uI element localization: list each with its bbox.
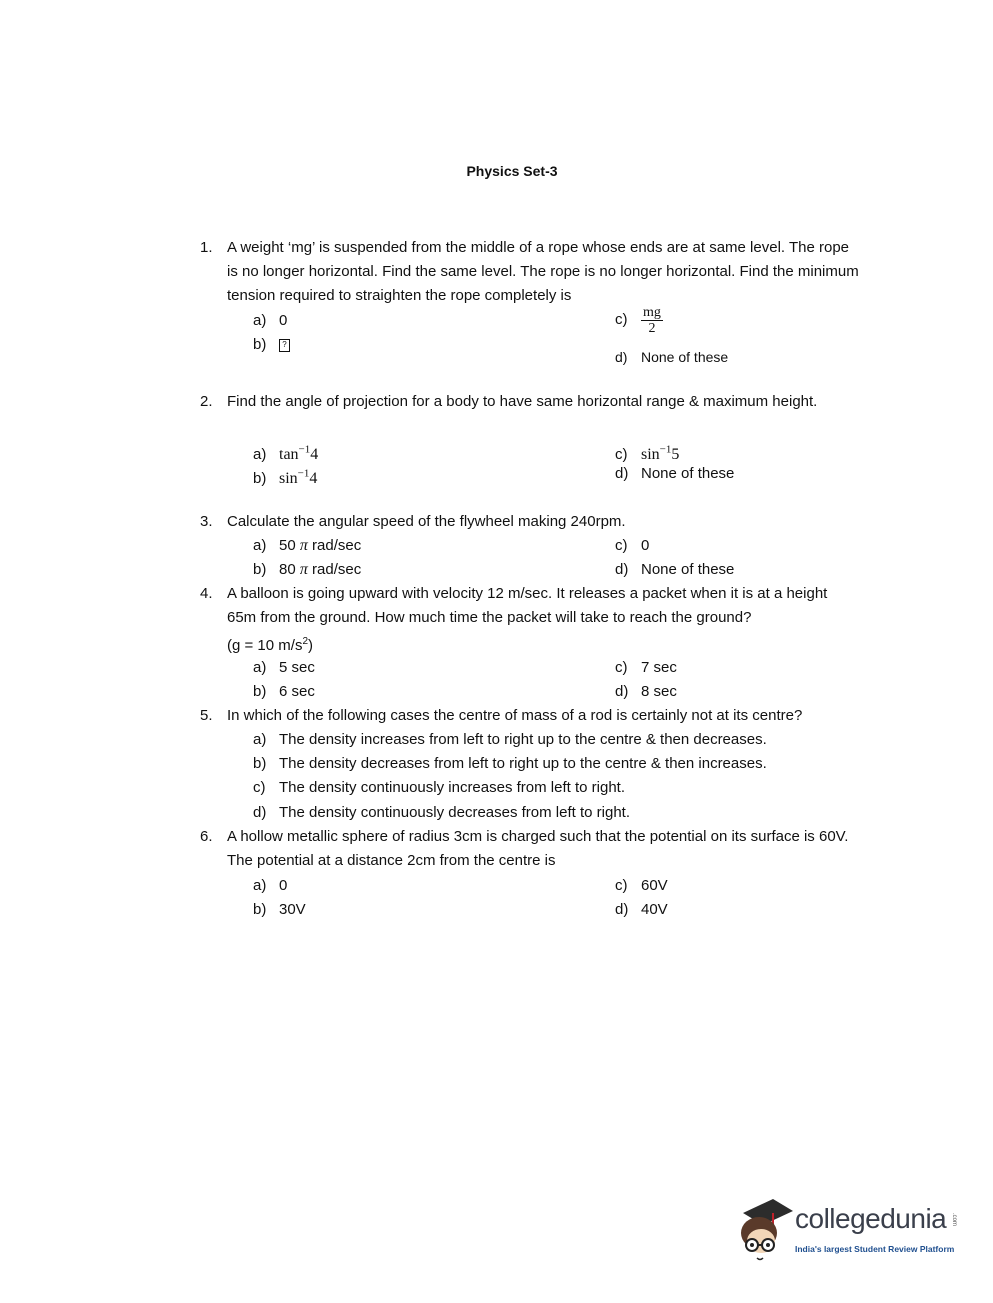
question-text: A hollow metallic sphere of radius 3cm is charged such that the potential on its surface is 60V. The potential at a distance 2cm from the centre is bbox=[227, 828, 849, 869]
q6-option-d: d) 40V bbox=[615, 901, 668, 918]
question-text: Find the angle of projection for a body to have same horizontal range & maximum height. bbox=[227, 393, 818, 410]
missing-glyph-icon: ? bbox=[279, 339, 290, 352]
question-number: 5. bbox=[200, 707, 213, 724]
q2-option-c: c) $\sin^{-1}5$ bbox=[615, 444, 680, 464]
q2-option-d: d) None of these bbox=[615, 465, 735, 482]
question-text: Calculate the angular speed of the flywheel making 240rpm. bbox=[227, 513, 626, 530]
q4-option-c: c) 7 sec bbox=[615, 659, 677, 676]
q3-option-a: a) 50 π rad/sec bbox=[253, 537, 362, 554]
question-1 bbox=[200, 236, 860, 308]
question-number: 2. bbox=[200, 393, 213, 410]
fraction: $\frac{mg}{2}$ bbox=[643, 305, 661, 336]
logo-tagline: India's largest Student Review Platform bbox=[795, 1244, 955, 1254]
question-number: 1. bbox=[200, 239, 213, 256]
q3-option-c: c) 0 bbox=[615, 537, 650, 554]
question-text: A weight ‘mg’ is suspended from the middle of a rope whose ends are at same level. The rope is no longer horizontal. Find the same level. The rope is no longer horizontal. Find the minimum tension required to straighten the rope completely is bbox=[227, 239, 859, 304]
question-number: 4. bbox=[200, 585, 213, 602]
question-text: A balloon is going upward with velocity 12 m/sec. It releases a packet when it is at a height 65m from the ground. How much time the packet will take to reach the ground? bbox=[227, 585, 828, 626]
q4-option-a: a) 5 sec bbox=[253, 659, 315, 676]
q5-option-b: b) The density decreases from left to right up to the centre & then increases. bbox=[253, 755, 767, 772]
question-5 bbox=[200, 704, 860, 728]
q5-option-d: d) The density continuously decreases from left to right. bbox=[253, 804, 631, 821]
q6-option-b: b) 30V bbox=[253, 901, 306, 918]
q1-option-a: a) 0 bbox=[253, 312, 288, 329]
q6-option-c: c) 60V bbox=[615, 877, 668, 894]
q1-option-d: d) None of these bbox=[615, 349, 729, 365]
q5-option-c: c) The density continuously increases from left to right. bbox=[253, 779, 625, 796]
question-number: 3. bbox=[200, 513, 213, 530]
mascot-icon bbox=[735, 1195, 795, 1265]
q4-option-b: b) 6 sec bbox=[253, 683, 315, 700]
collegedunia-logo bbox=[735, 1195, 965, 1270]
question-text: In which of the following cases the centre of mass of a rod is certainly not at its centre? bbox=[227, 707, 803, 724]
logo-wordmark: collegedunia bbox=[795, 1203, 947, 1234]
q2-option-a: a) $\tan^{-1}4$ bbox=[253, 444, 319, 464]
question-4 bbox=[200, 582, 860, 658]
q1-option-c: c) $\frac{mg}{2}$ bbox=[615, 305, 661, 336]
q3-option-d: d) None of these bbox=[615, 561, 735, 578]
q6-option-a: a) 0 bbox=[253, 877, 288, 894]
question-3 bbox=[200, 510, 860, 534]
logo-com: .com bbox=[951, 1213, 957, 1227]
q4-option-d: d) 8 sec bbox=[615, 683, 677, 700]
question-2 bbox=[200, 390, 860, 414]
question-6 bbox=[200, 825, 860, 873]
q5-option-a: a) The density increases from left to right up to the centre & then decreases. bbox=[253, 731, 767, 748]
question-number: 6. bbox=[200, 828, 213, 845]
q2-option-b: b) $\sin^{-1}4$ bbox=[253, 468, 318, 488]
gravity-note: (g = 10 $m/s^2$) bbox=[227, 636, 314, 654]
q1-option-b: b) ? bbox=[253, 333, 290, 357]
page-title: Physics Set-3 bbox=[466, 163, 558, 179]
q3-option-b: b) 80 π rad/sec bbox=[253, 561, 362, 578]
